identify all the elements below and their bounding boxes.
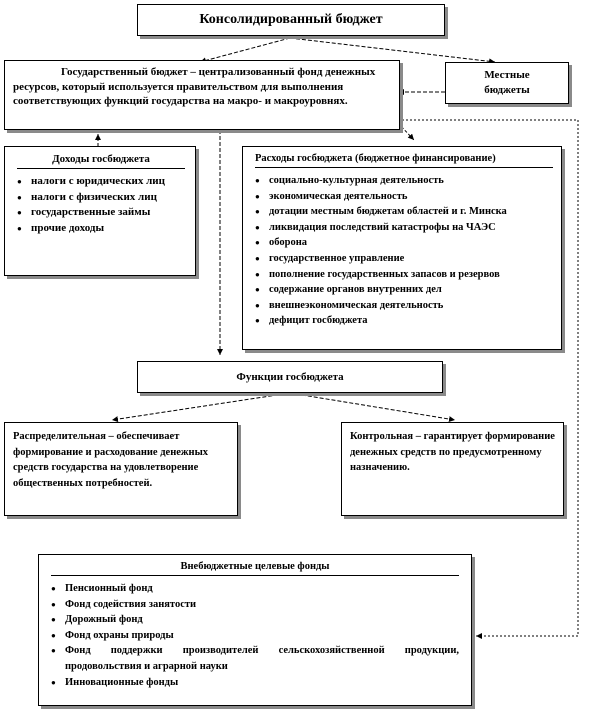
expenditures-item: ● дотации местным бюджетам областей и г. Минска bbox=[255, 204, 553, 220]
revenues-divider bbox=[17, 168, 185, 169]
consolidated-budget-box bbox=[137, 4, 445, 36]
expenditures-item: ● государственное управление bbox=[255, 251, 553, 267]
expenditures-item: ● пополнение государственных запасов и резервов bbox=[255, 267, 553, 283]
funds-item: ● Фонд охраны природы bbox=[51, 628, 459, 644]
local-budgets-title: Местные бюджеты bbox=[484, 69, 530, 96]
distribution-name: Распределительная bbox=[13, 431, 106, 442]
expenditures-item: ● социально-культурная деятельность bbox=[255, 173, 553, 189]
distribution-box bbox=[4, 422, 238, 516]
expenditures-divider bbox=[255, 167, 553, 168]
functions-title: Функции госбюджета bbox=[236, 371, 344, 383]
funds-item: ● Дорожный фонд bbox=[51, 612, 459, 628]
state-budget-box bbox=[4, 60, 400, 130]
consolidated-budget-title: Консолидированный бюджет bbox=[199, 12, 383, 27]
functions-box bbox=[137, 361, 443, 393]
expenditures-item: ● внешнеэкономическая деятельность bbox=[255, 298, 553, 314]
revenues-item: ● налоги с физических лиц bbox=[17, 190, 185, 206]
state-budget-text: Государственный бюджет – централизованный фонд денежных ресурсов, который используется правительством для выполнения соответствующих функций государства на макро- и макроуровнях. bbox=[13, 66, 376, 107]
funds-list bbox=[51, 581, 459, 690]
funds-item: ● Инновационные фонды bbox=[51, 675, 459, 691]
expenditures-item: ● дефицит госбюджета bbox=[255, 313, 553, 329]
arrow-consolidated-to-state bbox=[200, 38, 290, 62]
funds-item: ● Фонд поддержки производителей сельскохозяйственной продукции, продовольствия и аграрной науки bbox=[51, 643, 459, 674]
control-desc: – гарантирует формирование денежных средств по предусмотренному назначению. bbox=[350, 431, 555, 473]
funds-title: Внебюджетные целевые фонды bbox=[180, 561, 330, 572]
expenditures-item: ● экономическая деятельность bbox=[255, 189, 553, 205]
revenues-item: ● налоги с юридических лиц bbox=[17, 174, 185, 190]
expenditures-list bbox=[255, 173, 553, 329]
revenues-box bbox=[4, 146, 196, 276]
control-name: Контрольная bbox=[350, 431, 414, 442]
expenditures-item: ● оборона bbox=[255, 235, 553, 251]
arrow-functions-to-distribution bbox=[112, 393, 290, 420]
funds-box bbox=[38, 554, 472, 706]
arrow-consolidated-to-local bbox=[290, 38, 495, 62]
revenues-list bbox=[17, 174, 185, 236]
control-box bbox=[341, 422, 564, 516]
funds-divider bbox=[51, 575, 459, 576]
revenues-item: ● государственные займы bbox=[17, 205, 185, 221]
revenues-item: ● прочие доходы bbox=[17, 221, 185, 237]
funds-item: ● Пенсионный фонд bbox=[51, 581, 459, 597]
revenues-title: Доходы госбюджета bbox=[52, 153, 150, 165]
funds-item: ● Фонд содействия занятости bbox=[51, 597, 459, 613]
expenditures-item: ● ликвидация последствий катастрофы на ЧАЭС bbox=[255, 220, 553, 236]
arrow-functions-to-control bbox=[290, 393, 455, 420]
expenditures-title: Расходы госбюджета (бюджетное финансирование) bbox=[255, 153, 496, 164]
local-budgets-box bbox=[445, 62, 569, 104]
expenditures-item: ● содержание органов внутренних дел bbox=[255, 282, 553, 298]
distribution-desc: – обеспечивает формирование и расходование денежных средств государства на удовлетворение общественных потребностей. bbox=[13, 431, 209, 489]
expenditures-box bbox=[242, 146, 562, 350]
arrow-state-to-expenditures bbox=[398, 123, 414, 140]
